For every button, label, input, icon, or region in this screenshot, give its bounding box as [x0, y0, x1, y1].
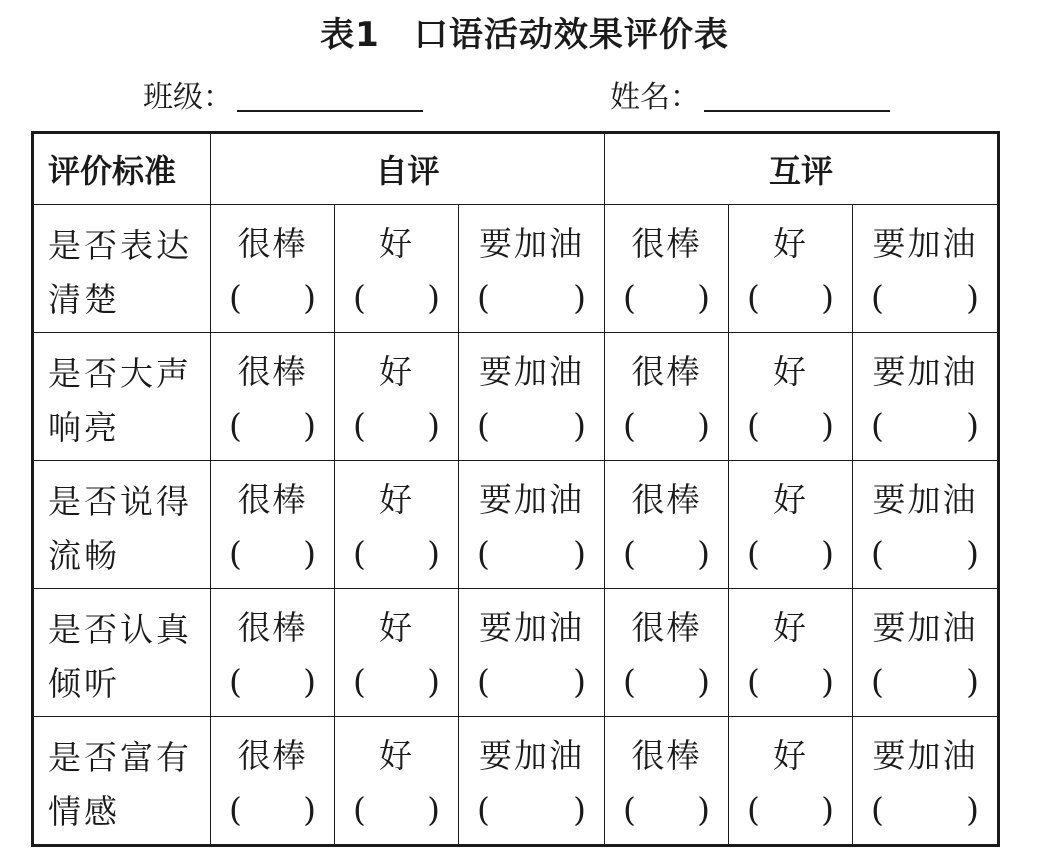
option-label: 好: [773, 608, 808, 647]
answer-parentheses[interactable]: [853, 399, 997, 453]
criterion-cell: 是否大声响亮: [33, 333, 211, 461]
name-blank-line[interactable]: [704, 78, 890, 112]
peer-option-cell: [853, 589, 999, 717]
option-label: 要加油: [872, 608, 978, 647]
peer-option-cell: [729, 333, 853, 461]
self-option-cell: [459, 717, 605, 846]
answer-parentheses[interactable]: [729, 655, 852, 709]
option-label: 好: [379, 480, 414, 519]
paren-close: ): [697, 662, 710, 701]
paren-close: ): [697, 278, 710, 317]
option-label: 好: [773, 352, 808, 391]
option-label: 要加油: [479, 608, 584, 647]
header-row: [33, 133, 999, 205]
answer-parentheses[interactable]: [605, 655, 728, 709]
option-label: 很棒: [631, 736, 702, 775]
option-label: 很棒: [631, 352, 702, 391]
option-label: 很棒: [237, 736, 308, 775]
paren-close: ): [697, 790, 710, 829]
answer-parentheses[interactable]: [853, 527, 997, 581]
option-label: 很棒: [631, 608, 702, 647]
self-option-cell: [335, 589, 459, 717]
option-label: 好: [379, 352, 414, 391]
paren-open: (: [623, 278, 636, 317]
paren-open: (: [477, 662, 490, 701]
option-label: 要加油: [872, 352, 978, 391]
option-label: 要加油: [479, 736, 584, 775]
paren-open: (: [229, 534, 242, 573]
paren-open: (: [623, 790, 636, 829]
table-row: [33, 589, 999, 717]
answer-parentheses[interactable]: [211, 655, 334, 709]
paren-close: ): [573, 406, 586, 445]
paren-close: ): [427, 662, 440, 701]
peer-option-cell: [729, 717, 853, 846]
class-field: [143, 68, 423, 118]
self-option-cell: [459, 589, 605, 717]
paren-open: (: [353, 790, 366, 829]
header-criteria: 评价标准: [33, 133, 211, 205]
paren-close: ): [966, 406, 979, 445]
paren-open: (: [871, 790, 884, 829]
header-peer-evaluation: 互评: [605, 133, 999, 205]
evaluation-table: [31, 131, 1000, 847]
paren-close: ): [821, 534, 834, 573]
paren-open: (: [229, 662, 242, 701]
answer-parentheses[interactable]: [853, 271, 997, 325]
answer-parentheses[interactable]: [605, 527, 728, 581]
table-row: [33, 461, 999, 589]
peer-option-cell: [729, 589, 853, 717]
paren-close: ): [697, 406, 710, 445]
paren-open: (: [229, 278, 242, 317]
answer-parentheses[interactable]: [729, 271, 852, 325]
paren-open: (: [747, 790, 760, 829]
option-label: 很棒: [237, 608, 308, 647]
option-label: 要加油: [479, 352, 584, 391]
paren-close: ): [303, 790, 316, 829]
paren-open: (: [477, 406, 490, 445]
answer-parentheses[interactable]: [335, 399, 458, 453]
paren-close: ): [697, 534, 710, 573]
self-option-cell: [335, 461, 459, 589]
option-label: 很棒: [631, 480, 702, 519]
paren-close: ): [303, 278, 316, 317]
paren-close: ): [821, 662, 834, 701]
peer-option-cell: [729, 461, 853, 589]
table-row: [33, 333, 999, 461]
peer-option-cell: [853, 717, 999, 846]
table-row: [33, 205, 999, 333]
peer-option-cell: [729, 205, 853, 333]
paren-open: (: [353, 662, 366, 701]
answer-parentheses[interactable]: [335, 655, 458, 709]
paren-open: (: [229, 790, 242, 829]
table-number: 表1: [320, 15, 380, 55]
paren-close: ): [303, 662, 316, 701]
paren-open: (: [353, 278, 366, 317]
paren-close: ): [573, 662, 586, 701]
answer-parentheses[interactable]: [729, 527, 852, 581]
answer-parentheses[interactable]: [459, 271, 604, 325]
paren-open: (: [747, 534, 760, 573]
peer-option-cell: [853, 333, 999, 461]
paren-open: (: [353, 534, 366, 573]
option-label: 好: [773, 736, 808, 775]
answer-parentheses[interactable]: [459, 399, 604, 453]
option-label: 很棒: [237, 480, 308, 519]
paren-close: ): [303, 406, 316, 445]
self-option-cell: [211, 589, 335, 717]
peer-option-cell: [605, 589, 729, 717]
answer-parentheses[interactable]: [605, 271, 728, 325]
paren-close: ): [303, 534, 316, 573]
option-label: 很棒: [237, 224, 308, 263]
answer-parentheses[interactable]: [459, 783, 604, 837]
answer-parentheses[interactable]: [211, 271, 334, 325]
self-option-cell: [211, 717, 335, 846]
answer-parentheses[interactable]: [335, 783, 458, 837]
paren-close: ): [427, 406, 440, 445]
self-option-cell: [211, 461, 335, 589]
option-label: 好: [379, 736, 414, 775]
self-option-cell: [335, 205, 459, 333]
self-option-cell: [459, 461, 605, 589]
self-option-cell: [459, 205, 605, 333]
option-label: 好: [379, 224, 414, 263]
paren-close: ): [966, 534, 979, 573]
header-self-evaluation: 自评: [211, 133, 605, 205]
answer-parentheses[interactable]: [853, 783, 997, 837]
option-label: 要加油: [479, 224, 584, 263]
criterion-cell: 是否表达清楚: [33, 205, 211, 333]
paren-open: (: [353, 406, 366, 445]
paren-close: ): [573, 790, 586, 829]
option-label: 要加油: [872, 480, 978, 519]
paren-close: ): [573, 534, 586, 573]
peer-option-cell: [605, 461, 729, 589]
class-blank-line[interactable]: [237, 78, 423, 112]
option-label: 很棒: [631, 224, 702, 263]
self-option-cell: [211, 205, 335, 333]
peer-option-cell: [605, 333, 729, 461]
answer-parentheses[interactable]: [211, 527, 334, 581]
answer-parentheses[interactable]: [729, 399, 852, 453]
option-label: 要加油: [479, 480, 584, 519]
paren-close: ): [821, 278, 834, 317]
answer-parentheses[interactable]: [211, 783, 334, 837]
option-label: 好: [773, 224, 808, 263]
self-option-cell: [459, 333, 605, 461]
name-field: [610, 68, 890, 118]
answer-parentheses[interactable]: [459, 655, 604, 709]
self-option-cell: [335, 717, 459, 846]
criterion-cell: 是否说得流畅: [33, 461, 211, 589]
paren-close: ): [573, 278, 586, 317]
paren-close: ): [427, 278, 440, 317]
paren-close: ): [427, 790, 440, 829]
paren-open: (: [477, 534, 490, 573]
paren-open: (: [623, 406, 636, 445]
paren-open: (: [871, 534, 884, 573]
paren-open: (: [747, 662, 760, 701]
paren-close: ): [966, 278, 979, 317]
answer-parentheses[interactable]: [605, 399, 728, 453]
peer-option-cell: [605, 205, 729, 333]
answer-parentheses[interactable]: [211, 399, 334, 453]
name-label: 姓名：: [610, 80, 700, 115]
peer-option-cell: [605, 717, 729, 846]
paren-open: (: [871, 662, 884, 701]
option-label: 要加油: [872, 224, 978, 263]
option-label: 好: [379, 608, 414, 647]
answer-parentheses[interactable]: [729, 783, 852, 837]
paren-open: (: [477, 790, 490, 829]
paren-open: (: [623, 534, 636, 573]
class-label: 班级：: [143, 80, 233, 115]
answer-parentheses[interactable]: [459, 527, 604, 581]
paren-close: ): [821, 790, 834, 829]
table-row: [33, 717, 999, 846]
criterion-cell: 是否认真倾听: [33, 589, 211, 717]
paren-open: (: [477, 278, 490, 317]
answer-parentheses[interactable]: [335, 527, 458, 581]
paren-close: ): [427, 534, 440, 573]
table-title: [0, 10, 1049, 60]
paren-open: (: [747, 406, 760, 445]
answer-parentheses[interactable]: [605, 783, 728, 837]
answer-parentheses[interactable]: [335, 271, 458, 325]
paren-open: (: [871, 278, 884, 317]
paren-close: ): [966, 790, 979, 829]
paren-open: (: [229, 406, 242, 445]
peer-option-cell: [853, 205, 999, 333]
answer-parentheses[interactable]: [853, 655, 997, 709]
criterion-cell: 是否富有情感: [33, 717, 211, 846]
peer-option-cell: [853, 461, 999, 589]
paren-close: ): [821, 406, 834, 445]
paren-open: (: [871, 406, 884, 445]
option-label: 很棒: [237, 352, 308, 391]
option-label: 要加油: [872, 736, 978, 775]
self-option-cell: [211, 333, 335, 461]
option-label: 好: [773, 480, 808, 519]
paren-open: (: [623, 662, 636, 701]
table-title-text: 口语活动效果评价表: [413, 15, 729, 55]
paren-close: ): [966, 662, 979, 701]
self-option-cell: [335, 333, 459, 461]
paren-open: (: [747, 278, 760, 317]
